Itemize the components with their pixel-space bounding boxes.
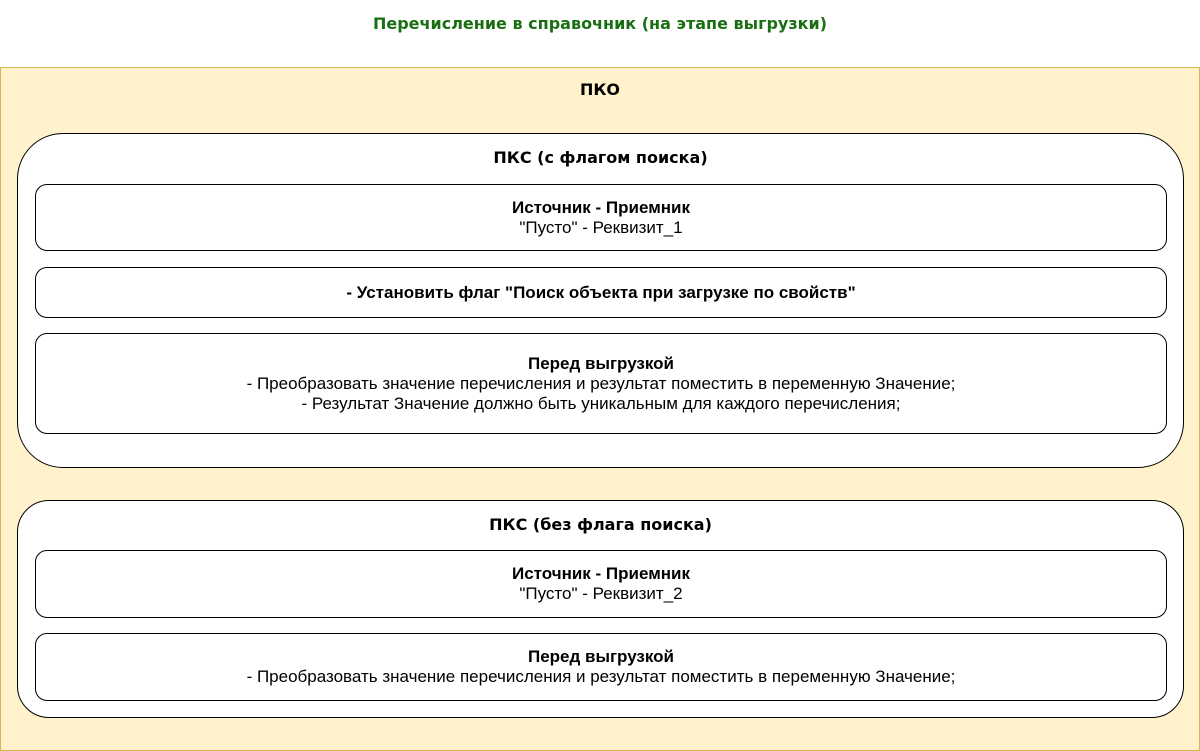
box-line: - Преобразовать значение перечисления и результат поместить в переменную Значение; [246, 667, 956, 686]
box-line: - Результат Значение должно быть уникальным для каждого перечисления; [301, 393, 901, 413]
box-heading: Источник - Приемник [511, 197, 691, 217]
box-line: "Пусто" - Реквизит_2 [519, 584, 683, 603]
source-receiver-box [35, 550, 1167, 618]
set-search-flag-box [35, 267, 1167, 318]
diagram-title: Перечисление в справочник (на этапе выгрузки) [372, 14, 828, 33]
box-heading: - Установить флаг "Поиск объекта при загрузке по свойств" [346, 282, 856, 302]
pks-group-without-search-flag [17, 500, 1184, 718]
pks-group-with-search-flag [17, 133, 1184, 468]
source-receiver-box [35, 184, 1167, 251]
box-heading: Перед выгрузкой [527, 353, 675, 373]
pko-label: ПКО [579, 80, 621, 99]
pks-group-label: ПКС (без флага поиска) [489, 515, 712, 534]
pks-group-label: ПКС (с флагом поиска) [493, 148, 708, 167]
pko-container [0, 67, 1200, 751]
before-export-box [35, 333, 1167, 434]
box-line: "Пусто" - Реквизит_1 [519, 217, 683, 237]
before-export-box [35, 633, 1167, 701]
box-heading: Перед выгрузкой [527, 647, 675, 666]
box-line: - Преобразовать значение перечисления и результат поместить в переменную Значение; [246, 373, 956, 393]
box-heading: Источник - Приемник [511, 564, 691, 583]
